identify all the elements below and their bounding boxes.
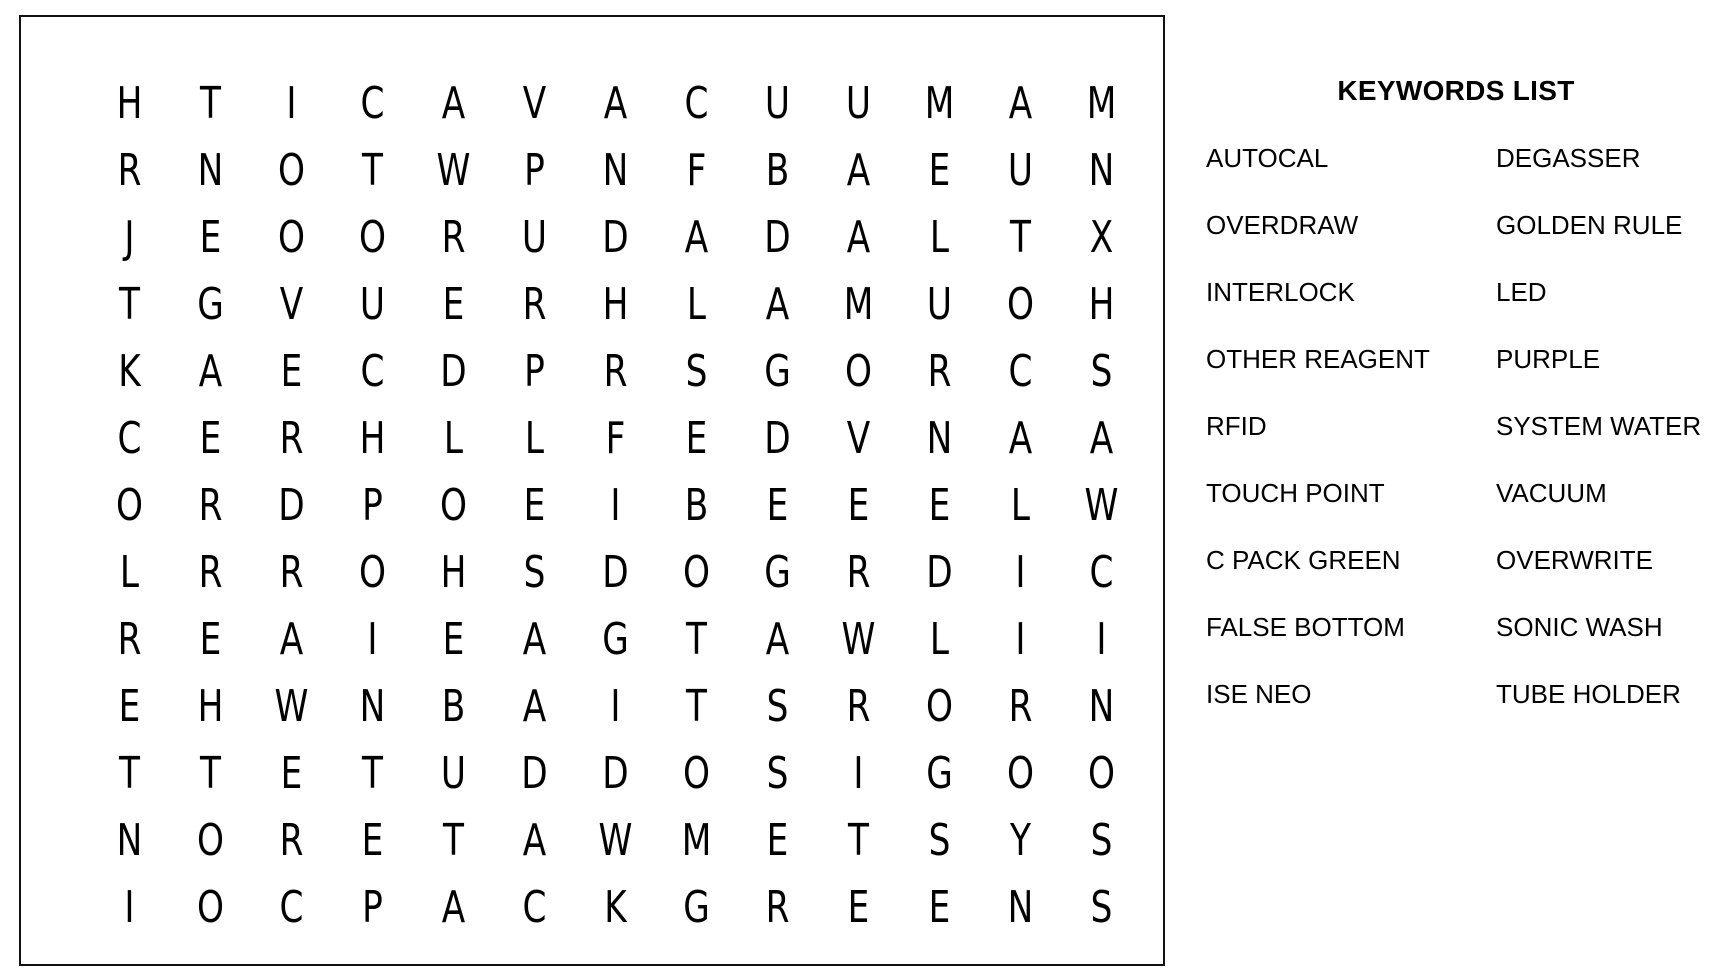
keyword-item: TOUCH POINT xyxy=(1206,478,1385,508)
grid-cell[interactable]: S xyxy=(1090,814,1113,866)
grid-cell[interactable]: A xyxy=(441,881,466,933)
grid-cell[interactable]: T xyxy=(119,278,140,330)
grid-cell[interactable]: U xyxy=(1007,144,1034,196)
grid-cell[interactable]: T xyxy=(119,747,140,799)
grid-cell[interactable]: H xyxy=(1088,278,1115,330)
keyword-item: TUBE HOLDER xyxy=(1496,679,1681,709)
grid-cell[interactable]: R xyxy=(117,144,142,196)
grid-cell[interactable]: C xyxy=(522,881,547,933)
grid-cell[interactable]: R xyxy=(765,881,790,933)
grid-cell[interactable]: A xyxy=(198,345,223,397)
grid-cell[interactable]: S xyxy=(766,747,789,799)
grid-cell[interactable]: I xyxy=(1096,613,1107,665)
grid-cell[interactable]: E xyxy=(442,278,465,330)
grid-cell[interactable]: W xyxy=(1084,479,1119,531)
grid-cell[interactable]: O xyxy=(277,211,306,263)
grid-cell[interactable]: S xyxy=(1090,881,1113,933)
grid-cell[interactable]: R xyxy=(279,412,304,464)
grid-cell[interactable]: P xyxy=(524,144,545,196)
grid-cell[interactable]: G xyxy=(764,345,791,397)
grid-cell[interactable]: T xyxy=(1010,211,1031,263)
grid-cell[interactable]: A xyxy=(765,278,790,330)
grid-cell[interactable]: S xyxy=(1090,345,1113,397)
keyword-item: ISE NEO xyxy=(1206,679,1312,709)
grid-cell[interactable]: E xyxy=(442,613,465,665)
grid-cell[interactable]: T xyxy=(686,613,707,665)
grid-cell[interactable]: A xyxy=(1089,412,1114,464)
grid-cell[interactable]: M xyxy=(843,278,874,330)
grid-cell[interactable]: K xyxy=(604,881,627,933)
grid-cell[interactable]: E xyxy=(685,412,708,464)
grid-cell[interactable]: I xyxy=(853,747,864,799)
grid-cell[interactable]: N xyxy=(359,680,386,732)
grid-cell[interactable]: T xyxy=(686,680,707,732)
grid-cell[interactable]: R xyxy=(279,814,304,866)
grid-cell[interactable]: P xyxy=(362,479,383,531)
grid-cell[interactable]: U xyxy=(845,77,872,129)
grid-cell[interactable]: P xyxy=(524,345,545,397)
grid-cell[interactable]: L xyxy=(929,613,950,665)
grid-cell[interactable]: A xyxy=(765,613,790,665)
puzzle-grid-box xyxy=(19,15,1165,966)
grid-cell[interactable]: M xyxy=(1086,77,1117,129)
grid-cell[interactable]: H xyxy=(440,546,467,598)
keyword-item: VACUUM xyxy=(1496,478,1607,508)
grid-cell[interactable]: E xyxy=(199,412,222,464)
grid-cell[interactable]: K xyxy=(118,345,141,397)
grid-cell[interactable]: C xyxy=(360,77,385,129)
grid-cell[interactable]: E xyxy=(766,479,789,531)
grid-cell[interactable]: N xyxy=(116,814,143,866)
grid-cell[interactable]: I xyxy=(1015,613,1026,665)
keyword-item: PURPLE xyxy=(1496,344,1601,374)
grid-cell[interactable]: O xyxy=(844,345,873,397)
keyword-item: SYSTEM WATER xyxy=(1496,411,1702,441)
grid-cell[interactable]: R xyxy=(279,546,304,598)
keyword-item: OVERDRAW xyxy=(1206,210,1359,240)
grid-cell[interactable]: D xyxy=(602,211,629,263)
grid-cell[interactable]: U xyxy=(926,278,953,330)
grid-cell[interactable]: A xyxy=(603,77,628,129)
grid-cell[interactable]: X xyxy=(1089,211,1114,263)
grid-cell[interactable]: L xyxy=(524,412,545,464)
keyword-list xyxy=(1206,141,1702,744)
grid-cell[interactable]: O xyxy=(1087,747,1116,799)
grid-cell[interactable]: E xyxy=(928,881,951,933)
grid-cell[interactable]: R xyxy=(117,613,142,665)
grid-cell[interactable]: L xyxy=(686,278,707,330)
grid-cell[interactable]: G xyxy=(683,881,710,933)
grid-cell[interactable]: T xyxy=(200,747,221,799)
grid-cell[interactable]: R xyxy=(1008,680,1033,732)
grid-cell[interactable]: T xyxy=(200,77,221,129)
keyword-item: LED xyxy=(1496,277,1547,307)
grid-cell[interactable]: D xyxy=(521,747,548,799)
keyword-item: C PACK GREEN xyxy=(1206,545,1401,575)
grid-cell[interactable]: B xyxy=(765,144,790,196)
grid-cell[interactable]: T xyxy=(848,814,869,866)
grid-cell[interactable]: U xyxy=(521,211,548,263)
keyword-item: FALSE BOTTOM xyxy=(1206,612,1405,642)
grid-cell[interactable]: E xyxy=(280,345,303,397)
grid-cell[interactable]: J xyxy=(124,211,135,263)
grid-cell[interactable]: I xyxy=(367,613,378,665)
grid-cell[interactable]: I xyxy=(610,680,621,732)
grid-cell[interactable]: T xyxy=(362,144,383,196)
grid-cell[interactable]: W xyxy=(598,814,633,866)
grid-cell[interactable]: A xyxy=(846,211,871,263)
keyword-item: GOLDEN RULE xyxy=(1496,210,1683,240)
grid-cell[interactable]: G xyxy=(926,747,953,799)
grid-cell[interactable]: I xyxy=(610,479,621,531)
grid-cell[interactable]: O xyxy=(682,546,711,598)
grid-cell[interactable]: S xyxy=(523,546,546,598)
grid-cell[interactable]: E xyxy=(928,144,951,196)
keywords-panel xyxy=(1196,0,1716,974)
grid-cell[interactable]: O xyxy=(358,211,387,263)
grid-cell[interactable]: A xyxy=(522,613,547,665)
keyword-item: DEGASSER xyxy=(1496,143,1641,173)
grid-cell[interactable]: N xyxy=(602,144,629,196)
grid-cell[interactable]: D xyxy=(602,747,629,799)
grid-cell[interactable]: O xyxy=(277,144,306,196)
grid-cell[interactable]: L xyxy=(443,412,464,464)
grid-cell[interactable]: N xyxy=(926,412,953,464)
grid-cell[interactable]: S xyxy=(766,680,789,732)
grid-cell[interactable]: I xyxy=(124,881,135,933)
grid-cell[interactable]: W xyxy=(841,613,876,665)
grid-cell[interactable]: L xyxy=(119,546,140,598)
grid-cell[interactable]: D xyxy=(764,412,791,464)
grid-cell[interactable]: A xyxy=(522,680,547,732)
keyword-item: OTHER REAGENT xyxy=(1206,344,1430,374)
grid-cell[interactable]: A xyxy=(279,613,304,665)
grid-cell[interactable]: U xyxy=(764,77,791,129)
keyword-item: AUTOCAL xyxy=(1206,143,1329,173)
grid-cell[interactable]: D xyxy=(602,546,629,598)
grid-cell[interactable]: T xyxy=(443,814,464,866)
grid-cell[interactable]: O xyxy=(115,479,144,531)
grid-cell[interactable]: G xyxy=(602,613,629,665)
grid-cell[interactable]: I xyxy=(286,77,297,129)
grid-cell[interactable]: A xyxy=(522,814,547,866)
grid-cell[interactable]: P xyxy=(362,881,383,933)
keywords-title: KEYWORDS LIST xyxy=(1337,75,1575,106)
grid-cell[interactable]: I xyxy=(1015,546,1026,598)
grid-cell[interactable]: R xyxy=(927,345,952,397)
grid-cell[interactable]: C xyxy=(684,77,709,129)
grid-cell[interactable]: E xyxy=(361,814,384,866)
grid-cell[interactable]: M xyxy=(924,77,955,129)
grid-cell[interactable]: C xyxy=(117,412,142,464)
grid-cell[interactable]: A xyxy=(441,77,466,129)
grid-cell[interactable]: F xyxy=(686,144,707,196)
grid-cell[interactable]: R xyxy=(846,680,871,732)
grid-cell[interactable]: N xyxy=(1007,881,1034,933)
grid-cell[interactable]: E xyxy=(118,680,141,732)
grid-cell[interactable]: S xyxy=(928,814,951,866)
grid-cell[interactable]: W xyxy=(436,144,471,196)
grid-cell[interactable]: Y xyxy=(1010,814,1031,866)
grid-cell[interactable]: H xyxy=(602,278,629,330)
grid-cell[interactable]: D xyxy=(440,345,467,397)
grid-cell[interactable]: B xyxy=(441,680,466,732)
grid-cell[interactable]: O xyxy=(682,747,711,799)
grid-cell[interactable]: U xyxy=(359,278,386,330)
grid-cell[interactable]: B xyxy=(684,479,709,531)
grid-cell[interactable]: A xyxy=(1008,77,1033,129)
keyword-item: RFID xyxy=(1206,411,1267,441)
grid-cell[interactable]: V xyxy=(846,412,871,464)
grid-cell[interactable]: W xyxy=(274,680,309,732)
grid-cell[interactable]: R xyxy=(522,278,547,330)
letter-grid[interactable] xyxy=(89,70,1142,941)
grid-cell[interactable]: C xyxy=(360,345,385,397)
grid-cell[interactable]: A xyxy=(684,211,709,263)
grid-cell[interactable]: H xyxy=(116,77,143,129)
grid-cell[interactable]: R xyxy=(441,211,466,263)
grid-cell[interactable]: N xyxy=(1088,144,1115,196)
grid-cell[interactable]: R xyxy=(603,345,628,397)
grid-cell[interactable]: T xyxy=(362,747,383,799)
keyword-item: INTERLOCK xyxy=(1206,277,1355,307)
grid-cell[interactable]: O xyxy=(196,881,225,933)
grid-cell[interactable]: E xyxy=(199,211,222,263)
grid-cell[interactable]: N xyxy=(1088,680,1115,732)
grid-cell[interactable]: D xyxy=(764,211,791,263)
grid-cell[interactable]: G xyxy=(764,546,791,598)
grid-cell[interactable]: A xyxy=(1008,412,1033,464)
keyword-item: SONIC WASH xyxy=(1496,612,1663,642)
grid-cell[interactable]: O xyxy=(1006,278,1035,330)
grid-cell[interactable]: H xyxy=(197,680,224,732)
grid-cell[interactable]: N xyxy=(197,144,224,196)
grid-cell[interactable]: G xyxy=(197,278,224,330)
grid-cell[interactable]: O xyxy=(439,479,468,531)
grid-cell[interactable]: E xyxy=(847,479,870,531)
grid-cell[interactable]: E xyxy=(766,814,789,866)
keyword-item: OVERWRITE xyxy=(1496,545,1653,575)
grid-cell[interactable]: L xyxy=(1010,479,1031,531)
grid-cell[interactable]: C xyxy=(1089,546,1114,598)
grid-cell[interactable]: E xyxy=(847,881,870,933)
grid-cell[interactable]: O xyxy=(1006,747,1035,799)
grid-cell[interactable]: E xyxy=(523,479,546,531)
grid-cell[interactable]: O xyxy=(358,546,387,598)
grid-cell[interactable]: C xyxy=(1008,345,1033,397)
grid-cell[interactable]: V xyxy=(522,77,547,129)
grid-cell[interactable]: A xyxy=(846,144,871,196)
grid-cell[interactable]: V xyxy=(279,278,304,330)
grid-cell[interactable]: O xyxy=(196,814,225,866)
grid-cell[interactable]: R xyxy=(846,546,871,598)
grid-cell[interactable]: L xyxy=(929,211,950,263)
grid-cell[interactable]: M xyxy=(681,814,712,866)
grid-cell[interactable]: C xyxy=(279,881,304,933)
grid-cell[interactable]: E xyxy=(928,479,951,531)
grid-cell[interactable]: E xyxy=(280,747,303,799)
grid-cell[interactable]: U xyxy=(440,747,467,799)
grid-cell[interactable]: F xyxy=(605,412,626,464)
grid-cell[interactable]: O xyxy=(925,680,954,732)
grid-cell[interactable]: D xyxy=(926,546,953,598)
grid-cell[interactable]: S xyxy=(685,345,708,397)
grid-cell[interactable]: R xyxy=(198,546,223,598)
grid-cell[interactable]: H xyxy=(359,412,386,464)
grid-cell[interactable]: E xyxy=(199,613,222,665)
grid-cell[interactable]: R xyxy=(198,479,223,531)
grid-cell[interactable]: D xyxy=(278,479,305,531)
